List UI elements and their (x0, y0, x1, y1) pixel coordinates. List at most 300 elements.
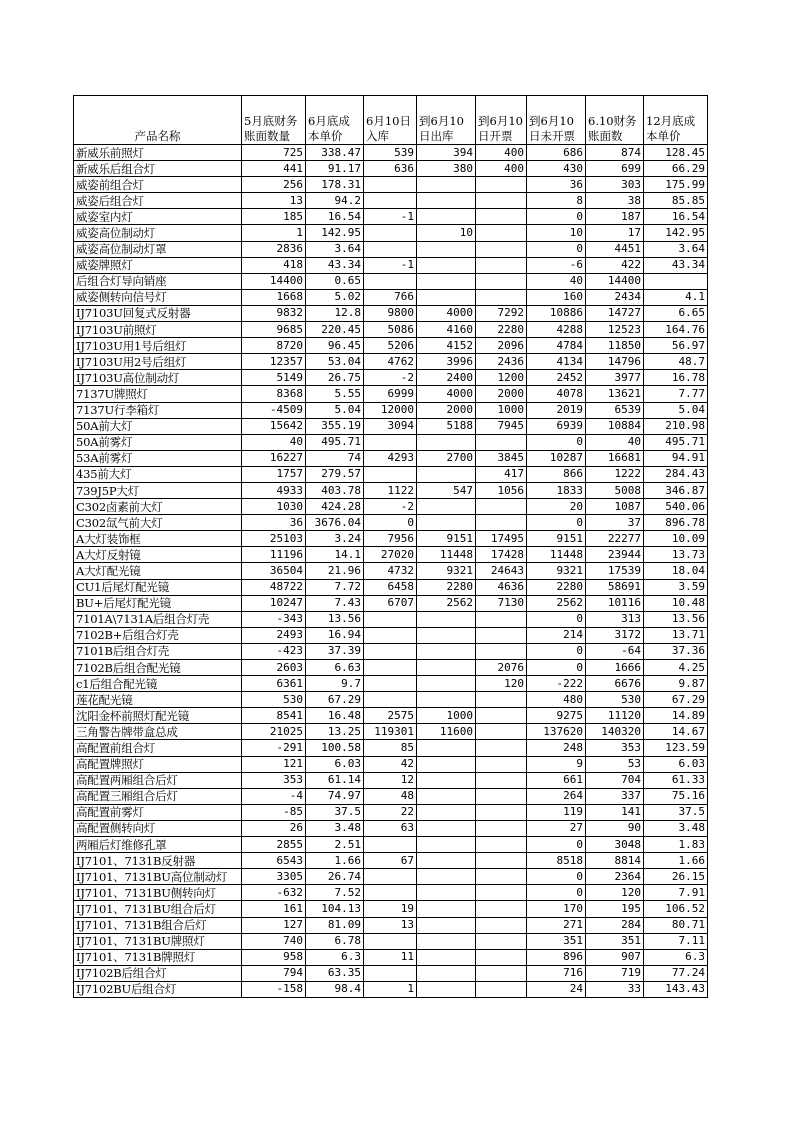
cell-june10-book-qty: 120 (586, 885, 644, 901)
cell-product-name: CU1后尾灯配光镜 (74, 579, 242, 595)
cell-dec-unit-cost: 7.11 (644, 933, 708, 949)
table-row (74, 531, 708, 547)
table-row (74, 177, 708, 193)
cell-dec-unit-cost: 48.7 (644, 354, 708, 370)
cell-june-unit-cost: 16.48 (306, 708, 364, 724)
cell-june-unit-cost: 74 (306, 450, 364, 466)
cell-june10-outbound (417, 177, 476, 193)
cell-june10-inbound (364, 837, 417, 853)
cell-june10-uninvoiced: 0 (527, 869, 586, 885)
cell-dec-unit-cost: 67.29 (644, 692, 708, 708)
cell-june-unit-cost: 91.17 (306, 161, 364, 177)
cell-june10-uninvoiced: 0 (527, 885, 586, 901)
cell-june10-outbound: 11448 (417, 547, 476, 563)
cell-june10-uninvoiced: 36 (527, 177, 586, 193)
cell-june-unit-cost: 6.78 (306, 933, 364, 949)
cell-product-name: BU+后尾灯配光镜 (74, 595, 242, 611)
cell-june10-invoiced (476, 756, 527, 772)
cell-dec-unit-cost: 143.43 (644, 981, 708, 997)
cell-dec-unit-cost: 5.04 (644, 402, 708, 418)
cell-june10-invoiced (476, 627, 527, 643)
cell-product-name: IJ7103U前照灯 (74, 322, 242, 338)
cell-june10-inbound: 48 (364, 788, 417, 804)
cell-june-unit-cost: 63.35 (306, 965, 364, 981)
cell-june-unit-cost: 67.29 (306, 692, 364, 708)
cell-product-name: 高配置前雾灯 (74, 804, 242, 820)
cell-june10-inbound: 19 (364, 901, 417, 917)
cell-june10-book-qty: 16681 (586, 450, 644, 466)
cell-june-unit-cost: 3.48 (306, 820, 364, 836)
cell-june10-invoiced (476, 611, 527, 627)
cell-june10-book-qty: 303 (586, 177, 644, 193)
cell-product-name: IJ7101、7131B牌照灯 (74, 949, 242, 965)
cell-product-name: A大灯装饰框 (74, 531, 242, 547)
table-row (74, 820, 708, 836)
cell-may-book-qty: 418 (242, 257, 306, 273)
cell-product-name: 三角警告牌带盒总成 (74, 724, 242, 740)
header-dec-unit-cost: 12月底成本单价 (644, 96, 708, 145)
table-row (74, 386, 708, 402)
cell-may-book-qty: 2493 (242, 627, 306, 643)
cell-product-name: 威姿高位制动灯 (74, 225, 242, 241)
cell-may-book-qty: 2855 (242, 837, 306, 853)
cell-june10-uninvoiced: 430 (527, 161, 586, 177)
cell-product-name: 739J5P大灯 (74, 482, 242, 498)
cell-june10-outbound (417, 499, 476, 515)
cell-june10-invoiced: 400 (476, 145, 527, 161)
cell-june10-outbound (417, 917, 476, 933)
cell-may-book-qty: 8541 (242, 708, 306, 724)
cell-june10-book-qty: 422 (586, 257, 644, 273)
cell-june10-invoiced (476, 949, 527, 965)
table-row (74, 724, 708, 740)
cell-june10-invoiced: 17428 (476, 547, 527, 563)
cell-product-name: 威姿高位制动灯罩 (74, 241, 242, 257)
header-row (74, 96, 708, 145)
table-row (74, 885, 708, 901)
cell-dec-unit-cost: 94.91 (644, 450, 708, 466)
cell-june-unit-cost: 142.95 (306, 225, 364, 241)
cell-june10-book-qty: 313 (586, 611, 644, 627)
cell-product-name: 威姿后组合灯 (74, 193, 242, 209)
cell-june10-outbound (417, 289, 476, 305)
cell-june-unit-cost: 104.13 (306, 901, 364, 917)
cell-may-book-qty: -291 (242, 740, 306, 756)
cell-june10-inbound: 9800 (364, 305, 417, 321)
cell-product-name: C302卤素前大灯 (74, 499, 242, 515)
cell-may-book-qty: 121 (242, 756, 306, 772)
cell-june10-outbound: 11600 (417, 724, 476, 740)
cell-june10-book-qty: 6676 (586, 676, 644, 692)
cell-may-book-qty: 12357 (242, 354, 306, 370)
cell-may-book-qty: 2603 (242, 660, 306, 676)
header-june10-inbound: 6月10日入库 (364, 96, 417, 145)
table-row (74, 305, 708, 321)
cell-june10-book-qty: 10884 (586, 418, 644, 434)
cell-june10-outbound (417, 627, 476, 643)
cell-june10-invoiced (476, 257, 527, 273)
cell-june10-book-qty: 11120 (586, 708, 644, 724)
cell-june10-uninvoiced: 2280 (527, 579, 586, 595)
cell-product-name: 高配置三厢组合后灯 (74, 788, 242, 804)
cell-june10-outbound: 10 (417, 225, 476, 241)
cell-june10-inbound: -1 (364, 257, 417, 273)
cell-product-name: IJ7103U用1号后组灯 (74, 338, 242, 354)
header-june10-invoiced: 到6月10日开票 (476, 96, 527, 145)
cell-dec-unit-cost: 6.65 (644, 305, 708, 321)
cell-june-unit-cost: 100.58 (306, 740, 364, 756)
cell-june10-uninvoiced: 9 (527, 756, 586, 772)
table-row (74, 547, 708, 563)
cell-june-unit-cost: 13.25 (306, 724, 364, 740)
table-row (74, 225, 708, 241)
cell-june10-book-qty: 195 (586, 901, 644, 917)
table-row (74, 322, 708, 338)
cell-may-book-qty: 40 (242, 434, 306, 450)
cell-june10-outbound (417, 949, 476, 965)
cell-june10-inbound: 4293 (364, 450, 417, 466)
cell-dec-unit-cost: 14.67 (644, 724, 708, 740)
header-product-name: 产品名称 (74, 96, 242, 145)
cell-june10-outbound: 5188 (417, 418, 476, 434)
cell-june10-outbound (417, 756, 476, 772)
cell-june10-inbound: 12000 (364, 402, 417, 418)
cell-product-name: 莲花配光镜 (74, 692, 242, 708)
cell-product-name: 威姿牌照灯 (74, 257, 242, 273)
cell-june-unit-cost: 98.4 (306, 981, 364, 997)
table-row (74, 289, 708, 305)
cell-product-name: A大灯反射镜 (74, 547, 242, 563)
cell-dec-unit-cost: 16.54 (644, 209, 708, 225)
cell-june10-invoiced (476, 225, 527, 241)
cell-june10-uninvoiced: 170 (527, 901, 586, 917)
cell-june-unit-cost: 7.72 (306, 579, 364, 595)
table-row (74, 772, 708, 788)
cell-june10-book-qty: 8814 (586, 853, 644, 869)
cell-june10-outbound: 1000 (417, 708, 476, 724)
cell-product-name: 威姿前组合灯 (74, 177, 242, 193)
cell-may-book-qty: -4509 (242, 402, 306, 418)
cell-june10-uninvoiced: 866 (527, 466, 586, 482)
cell-may-book-qty: -4 (242, 788, 306, 804)
cell-dec-unit-cost: 14.89 (644, 708, 708, 724)
cell-product-name: 53A前雾灯 (74, 450, 242, 466)
cell-product-name: C302氙气前大灯 (74, 515, 242, 531)
cell-june10-outbound: 2280 (417, 579, 476, 595)
cell-may-book-qty: 1757 (242, 466, 306, 482)
cell-dec-unit-cost: 1.83 (644, 837, 708, 853)
cell-product-name: IJ7101、7131B组合后灯 (74, 917, 242, 933)
cell-june10-uninvoiced: 4784 (527, 338, 586, 354)
cell-june10-uninvoiced: 271 (527, 917, 586, 933)
cell-june10-book-qty: 719 (586, 965, 644, 981)
cell-june10-invoiced: 7130 (476, 595, 527, 611)
cell-june-unit-cost: 16.94 (306, 627, 364, 643)
cell-dec-unit-cost: 4.1 (644, 289, 708, 305)
cell-june10-uninvoiced: 10 (527, 225, 586, 241)
cell-june10-uninvoiced: 20 (527, 499, 586, 515)
cell-june10-book-qty: 11850 (586, 338, 644, 354)
cell-june10-inbound: 539 (364, 145, 417, 161)
cell-june10-outbound (417, 660, 476, 676)
cell-june10-invoiced (476, 933, 527, 949)
table-row (74, 209, 708, 225)
table-body (74, 145, 708, 998)
cell-june10-invoiced: 2280 (476, 322, 527, 338)
cell-june10-inbound (364, 965, 417, 981)
cell-dec-unit-cost: 128.45 (644, 145, 708, 161)
cell-june10-uninvoiced: 0 (527, 837, 586, 853)
cell-dec-unit-cost: 7.91 (644, 885, 708, 901)
cell-june10-uninvoiced: 0 (527, 241, 586, 257)
cell-dec-unit-cost: 3.59 (644, 579, 708, 595)
cell-june-unit-cost: 26.74 (306, 869, 364, 885)
cell-june10-uninvoiced: 0 (527, 209, 586, 225)
cell-product-name: 高配置牌照灯 (74, 756, 242, 772)
cell-june10-outbound (417, 466, 476, 482)
cell-june10-outbound: 2700 (417, 450, 476, 466)
cell-june-unit-cost: 9.7 (306, 676, 364, 692)
cell-june10-outbound (417, 241, 476, 257)
cell-june10-inbound: -2 (364, 370, 417, 386)
cell-june10-uninvoiced: 10287 (527, 450, 586, 466)
table-row (74, 466, 708, 482)
cell-dec-unit-cost: 106.52 (644, 901, 708, 917)
cell-june10-book-qty: 4451 (586, 241, 644, 257)
table-header (74, 96, 708, 145)
cell-dec-unit-cost: 56.97 (644, 338, 708, 354)
cell-june-unit-cost: 53.04 (306, 354, 364, 370)
cell-may-book-qty: 15642 (242, 418, 306, 434)
cell-dec-unit-cost: 77.24 (644, 965, 708, 981)
cell-product-name: 50A前大灯 (74, 418, 242, 434)
cell-product-name: IJ7103U用2号后组灯 (74, 354, 242, 370)
cell-dec-unit-cost: 37.36 (644, 643, 708, 659)
cell-june10-book-qty: 13621 (586, 386, 644, 402)
cell-may-book-qty: -158 (242, 981, 306, 997)
cell-june10-outbound (417, 740, 476, 756)
cell-june10-invoiced: 120 (476, 676, 527, 692)
cell-june10-outbound (417, 434, 476, 450)
cell-product-name: IJ7101、7131BU组合后灯 (74, 901, 242, 917)
cell-june-unit-cost: 12.8 (306, 305, 364, 321)
cell-june-unit-cost: 43.34 (306, 257, 364, 273)
cell-june10-uninvoiced: 8518 (527, 853, 586, 869)
cell-june10-outbound: 2000 (417, 402, 476, 418)
cell-june10-outbound: 9151 (417, 531, 476, 547)
cell-product-name: IJ7102BU后组合灯 (74, 981, 242, 997)
cell-dec-unit-cost: 123.59 (644, 740, 708, 756)
cell-june10-uninvoiced: 0 (527, 643, 586, 659)
cell-june10-uninvoiced: 4288 (527, 322, 586, 338)
cell-product-name: 7101B后组合灯壳 (74, 643, 242, 659)
cell-june10-outbound (417, 692, 476, 708)
cell-dec-unit-cost: 3.48 (644, 820, 708, 836)
cell-june10-uninvoiced: 9151 (527, 531, 586, 547)
cell-june10-inbound: 2575 (364, 708, 417, 724)
cell-june10-invoiced (476, 917, 527, 933)
cell-june10-invoiced: 7945 (476, 418, 527, 434)
cell-may-book-qty: -632 (242, 885, 306, 901)
cell-june10-uninvoiced: 264 (527, 788, 586, 804)
cell-product-name: 7137U行李箱灯 (74, 402, 242, 418)
cell-june10-invoiced (476, 724, 527, 740)
cell-june10-inbound: 63 (364, 820, 417, 836)
cell-june10-uninvoiced: 0 (527, 611, 586, 627)
cell-june10-uninvoiced: 160 (527, 289, 586, 305)
cell-june10-uninvoiced: 351 (527, 933, 586, 949)
cell-june10-invoiced (476, 772, 527, 788)
cell-may-book-qty: 14400 (242, 273, 306, 289)
table-row (74, 901, 708, 917)
cell-june10-inbound: 4732 (364, 563, 417, 579)
cell-june10-invoiced: 1000 (476, 402, 527, 418)
cell-june10-inbound: 67 (364, 853, 417, 869)
table-row (74, 450, 708, 466)
table-row (74, 692, 708, 708)
table-row (74, 354, 708, 370)
cell-june10-inbound (364, 434, 417, 450)
cell-june10-book-qty: 3048 (586, 837, 644, 853)
cell-june10-book-qty: 284 (586, 917, 644, 933)
table-row (74, 869, 708, 885)
cell-dec-unit-cost: 9.87 (644, 676, 708, 692)
cell-june10-invoiced (476, 853, 527, 869)
cell-dec-unit-cost: 13.56 (644, 611, 708, 627)
cell-june10-outbound (417, 981, 476, 997)
cell-june-unit-cost: 355.19 (306, 418, 364, 434)
cell-may-book-qty: 26 (242, 820, 306, 836)
cell-june10-invoiced: 1056 (476, 482, 527, 498)
cell-june10-invoiced (476, 837, 527, 853)
cell-june10-invoiced (476, 981, 527, 997)
cell-june10-outbound (417, 965, 476, 981)
cell-june10-uninvoiced: 661 (527, 772, 586, 788)
cell-june10-uninvoiced: 40 (527, 273, 586, 289)
cell-dec-unit-cost: 896.78 (644, 515, 708, 531)
cell-june10-invoiced (476, 515, 527, 531)
table-row (74, 788, 708, 804)
cell-product-name: IJ7101、7131BU高位制动灯 (74, 869, 242, 885)
cell-dec-unit-cost: 13.71 (644, 627, 708, 643)
cell-product-name: 高配置侧转向灯 (74, 820, 242, 836)
cell-june10-inbound (364, 660, 417, 676)
cell-june10-uninvoiced: 0 (527, 660, 586, 676)
cell-june10-book-qty: 1087 (586, 499, 644, 515)
table-row (74, 949, 708, 965)
cell-june-unit-cost: 96.45 (306, 338, 364, 354)
cell-june-unit-cost: 2.51 (306, 837, 364, 853)
cell-june10-invoiced (476, 289, 527, 305)
cell-june10-invoiced (476, 643, 527, 659)
cell-dec-unit-cost: 61.33 (644, 772, 708, 788)
cell-may-book-qty: 1 (242, 225, 306, 241)
cell-june10-inbound (364, 177, 417, 193)
cell-june10-outbound (417, 515, 476, 531)
cell-may-book-qty: 13 (242, 193, 306, 209)
cell-may-book-qty: -85 (242, 804, 306, 820)
cell-june10-uninvoiced: 4134 (527, 354, 586, 370)
cell-june10-book-qty: 141 (586, 804, 644, 820)
cell-dec-unit-cost: 75.16 (644, 788, 708, 804)
cell-june10-outbound (417, 804, 476, 820)
cell-june10-inbound: 636 (364, 161, 417, 177)
cell-may-book-qty: 9832 (242, 305, 306, 321)
cell-june10-inbound (364, 611, 417, 627)
table-row (74, 853, 708, 869)
table-row (74, 917, 708, 933)
cell-may-book-qty: 48722 (242, 579, 306, 595)
cell-june10-book-qty: 874 (586, 145, 644, 161)
cell-june10-inbound: 1122 (364, 482, 417, 498)
cell-may-book-qty: 1668 (242, 289, 306, 305)
cell-product-name: 7137U牌照灯 (74, 386, 242, 402)
table-row (74, 579, 708, 595)
cell-dec-unit-cost: 37.5 (644, 804, 708, 820)
cell-june10-inbound: 85 (364, 740, 417, 756)
cell-june-unit-cost: 94.2 (306, 193, 364, 209)
cell-june10-inbound (364, 643, 417, 659)
header-may-book-qty: 5月底财务账面数量 (242, 96, 306, 145)
cell-june10-outbound (417, 611, 476, 627)
cell-june10-book-qty: -64 (586, 643, 644, 659)
table-row (74, 499, 708, 515)
cell-dec-unit-cost: 80.71 (644, 917, 708, 933)
cell-product-name: IJ7103U回复式反射器 (74, 305, 242, 321)
cell-june10-inbound: 12 (364, 772, 417, 788)
table-row (74, 370, 708, 386)
cell-june-unit-cost: 74.97 (306, 788, 364, 804)
cell-june10-book-qty: 12523 (586, 322, 644, 338)
cell-may-book-qty: 1030 (242, 499, 306, 515)
cell-june10-book-qty: 14796 (586, 354, 644, 370)
cell-june10-uninvoiced: 119 (527, 804, 586, 820)
cell-june10-inbound (364, 933, 417, 949)
cell-june10-uninvoiced: 10886 (527, 305, 586, 321)
cell-product-name: 后组合灯导向销座 (74, 273, 242, 289)
cell-may-book-qty: 36504 (242, 563, 306, 579)
cell-dec-unit-cost: 7.77 (644, 386, 708, 402)
cell-june-unit-cost: 338.47 (306, 145, 364, 161)
cell-june-unit-cost: 403.78 (306, 482, 364, 498)
cell-june10-book-qty: 530 (586, 692, 644, 708)
cell-june10-outbound: 4000 (417, 386, 476, 402)
cell-dec-unit-cost: 26.15 (644, 869, 708, 885)
cell-dec-unit-cost: 346.87 (644, 482, 708, 498)
cell-may-book-qty: 10247 (242, 595, 306, 611)
cell-product-name: 435前大灯 (74, 466, 242, 482)
cell-dec-unit-cost: 85.85 (644, 193, 708, 209)
cell-june10-invoiced (476, 820, 527, 836)
cell-june10-book-qty: 37 (586, 515, 644, 531)
cell-june10-uninvoiced: 6939 (527, 418, 586, 434)
cell-june10-uninvoiced: 0 (527, 515, 586, 531)
cell-may-book-qty: 740 (242, 933, 306, 949)
cell-june10-outbound (417, 772, 476, 788)
cell-june10-uninvoiced: 214 (527, 627, 586, 643)
cell-may-book-qty: 3305 (242, 869, 306, 885)
cell-june10-book-qty: 1666 (586, 660, 644, 676)
cell-june10-uninvoiced: 0 (527, 434, 586, 450)
cell-may-book-qty: 6361 (242, 676, 306, 692)
cell-june10-inbound: 13 (364, 917, 417, 933)
cell-june10-inbound: 22 (364, 804, 417, 820)
cell-june-unit-cost: 81.09 (306, 917, 364, 933)
cell-june10-inbound: 0 (364, 515, 417, 531)
inventory-table (73, 95, 708, 998)
cell-june10-outbound (417, 273, 476, 289)
cell-may-book-qty: 11196 (242, 547, 306, 563)
